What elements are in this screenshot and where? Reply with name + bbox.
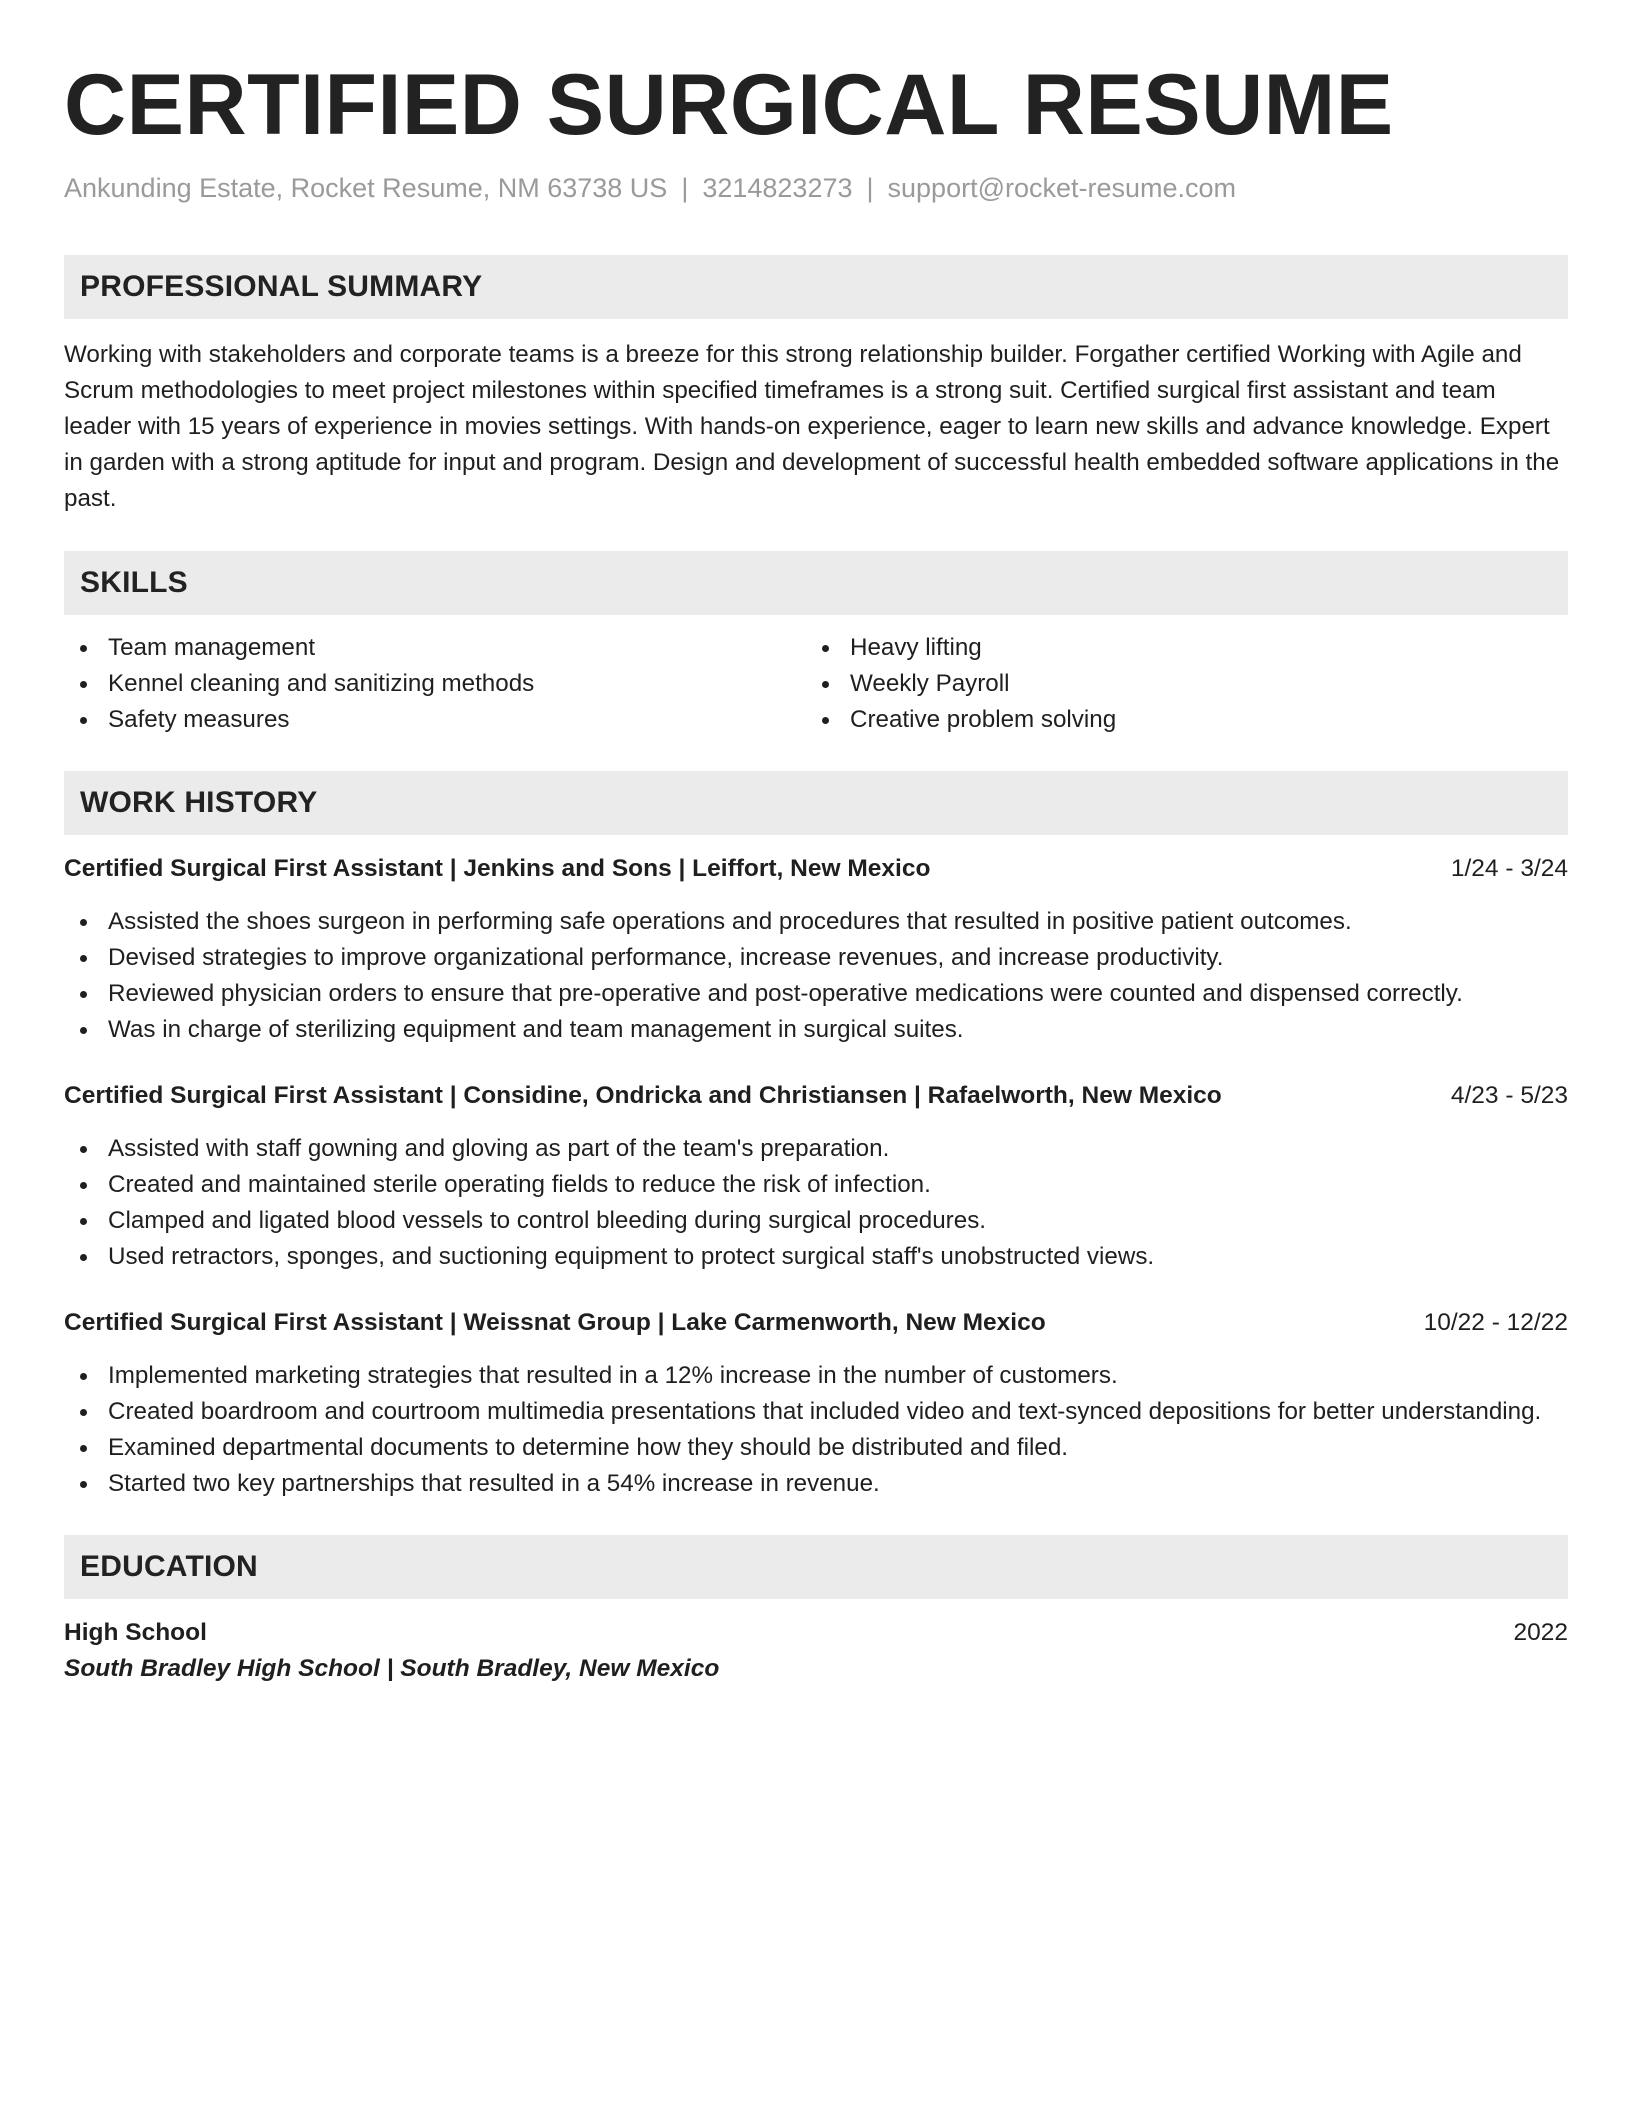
job-title-row [64,852,1568,886]
contact-email: support@rocket-resume.com [887,173,1237,203]
skills-grid [64,630,1568,738]
education-row [64,1616,1568,1650]
job-bullet: Was in charge of sterilizing equipment and team management in surgical suites. [64,1012,1568,1048]
job-dates: 4/23 - 5/23 [1450,1082,1568,1109]
job-bullet: Examined departmental documents to determine how they should be distributed and filed. [64,1430,1568,1466]
skill-item: Team management [64,630,806,666]
job-bullet: Created and maintained sterile operating fields to reduce the risk of infection. [64,1167,1568,1203]
education-degree: High School [64,1619,207,1646]
job-title-row [64,1306,1568,1340]
job-entry [64,1306,1568,1502]
job-bullet: Assisted with staff gowning and gloving as part of the team's preparation. [64,1131,1568,1167]
job-bullet: Implemented marketing strategies that resulted in a 12% increase in the number of customers. [64,1358,1568,1394]
section-header-skills [64,551,1568,615]
contact-separator: | [681,173,689,203]
section-title: EDUCATION [80,1550,258,1583]
job-entry [64,852,1568,1048]
skills-column-right [806,630,1568,738]
job-bullet: Used retractors, sponges, and suctioning equipment to protect surgical staff's unobstructed views. [64,1239,1568,1275]
skill-item: Safety measures [64,702,806,738]
skill-item: Kennel cleaning and sanitizing methods [64,666,806,702]
contact-separator: | [866,173,874,203]
education-school: South Bradley High School | South Bradley, New Mexico [64,1655,720,1682]
job-bullet: Assisted the shoes surgeon in performing safe operations and procedures that resulted in positive patient outcomes. [64,904,1568,940]
education-entry [64,1616,1568,1688]
resume-title: CERTIFIED SURGICAL RESUME [64,57,1394,153]
job-bullet: Devised strategies to improve organizational performance, increase revenues, and increase productivity. [64,940,1568,976]
skills-column-left [64,630,806,738]
job-bullets [64,1131,1568,1275]
skill-item: Heavy lifting [806,630,1568,666]
skill-item: Creative problem solving [806,702,1568,738]
job-bullets [64,1358,1568,1502]
job-bullet: Clamped and ligated blood vessels to control bleeding during surgical procedures. [64,1203,1568,1239]
skill-item: Weekly Payroll [806,666,1568,702]
job-dates: 1/24 - 3/24 [1450,855,1568,882]
job-title: Certified Surgical First Assistant | Weissnat Group | Lake Carmenworth, New Mexico [64,1309,1046,1336]
job-bullet: Started two key partnerships that resulted in a 54% increase in revenue. [64,1466,1568,1502]
job-title: Certified Surgical First Assistant | Considine, Ondricka and Christiansen | Rafaelworth, New Mexico [64,1082,1222,1109]
contact-address: Ankunding Estate, Rocket Resume, NM 63738 US [64,173,668,203]
job-title: Certified Surgical First Assistant | Jenkins and Sons | Leiffort, New Mexico [64,855,931,882]
job-entry [64,1079,1568,1275]
job-dates: 10/22 - 12/22 [1423,1309,1568,1336]
section-title: PROFESSIONAL SUMMARY [80,270,483,303]
section-header-summary [64,255,1568,319]
job-bullets [64,904,1568,1048]
section-header-work-history [64,771,1568,835]
education-year: 2022 [1513,1619,1568,1646]
job-bullet: Created boardroom and courtroom multimedia presentations that included video and text-synced depositions for better understanding. [64,1394,1568,1430]
section-title: SKILLS [80,566,188,599]
job-title-row [64,1079,1568,1113]
job-bullet: Reviewed physician orders to ensure that pre-operative and post-operative medications were counted and dispensed correctly. [64,976,1568,1012]
section-title: WORK HISTORY [80,786,318,819]
contact-phone: 3214823273 [702,173,853,203]
section-header-education [64,1535,1568,1599]
contact-line [64,171,1568,205]
summary-text: Working with stakeholders and corporate teams is a breeze for this strong relationship builder. Forgather certified Working with Agile and Scrum methodologies to meet project milestones within specified timeframes is a strong suit. Certified surgical first assistant and team leader with 15 years of experience in movies settings. With hands-on experience, eager to learn new skills and advance knowledge. Expert in garden with a strong aptitude for input and program. Design and development of successful health embedded software applications in the past. [64,341,1560,512]
